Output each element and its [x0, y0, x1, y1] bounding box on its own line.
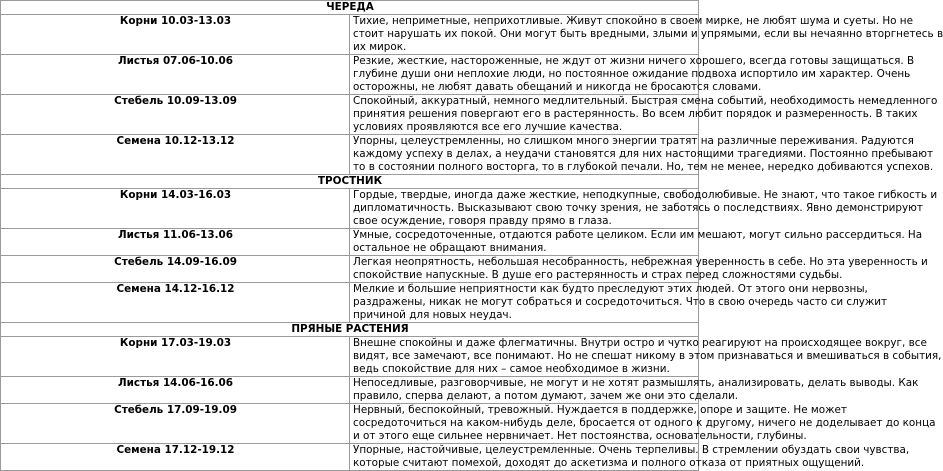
description-cell	[350, 229, 923, 256]
description-line: Спокойный, аккуратный, немного медлительный. Быстрая смена событий, необходимость немедленного	[353, 95, 938, 107]
section-title: ЧЕРЕДА	[1, 1, 699, 15]
description-cell	[350, 95, 938, 135]
period-label: Стебель 14.09-16.09	[1, 256, 350, 283]
table-row	[1, 229, 699, 256]
table-row	[1, 377, 699, 404]
description-line: сосредоточиться на каком-нибудь деле, бросается от одного к другому, ничего не доделывает до конца	[353, 417, 936, 429]
description-line: Легкая неопрятность, небольшая несобранность, небрежная уверенность в себе. Но эта уверенность и	[353, 256, 928, 268]
description-line: стоит нарушать их покой. Они могут быть вредными, злыми и упрямыми, если вы нечаянно вторгнетесь в	[353, 28, 943, 40]
table-row	[1, 15, 699, 55]
description-line: Внешне спокойны и даже флегматичны. Внутри остро и чутко реагируют на происходящее вокруг, все	[353, 337, 927, 349]
section-header-row	[1, 323, 699, 337]
description-line: Нервный, беспокойный, тревожный. Нуждается в поддержке, опоре и защите. Не может	[353, 404, 847, 416]
description-line: свое осуждение, говоря правду прямо в глаза.	[353, 215, 612, 227]
period-label: Листья 14.06-16.06	[1, 377, 350, 404]
description-line: Гордые, твердые, иногда даже жесткие, неподкупные, свободолюбивые. Не знают, что такое гибкость и	[353, 189, 938, 201]
period-label: Корни 17.03-19.03	[1, 337, 350, 377]
description-line: Упорны, целеустремленны, но слишком много энергии тратят на различные переживания. Радуются	[353, 135, 914, 147]
description-cell	[350, 15, 943, 55]
description-line: раздражены, никак не могут собраться и сосредоточиться. Что в свою очередь часто си служит	[353, 296, 888, 308]
table-row	[1, 256, 699, 283]
table-row	[1, 135, 699, 175]
section-title: ТРОСТНИК	[1, 175, 699, 189]
period-label: Стебель 17.09-19.09	[1, 404, 350, 444]
period-label: Семена 14.12-16.12	[1, 283, 350, 323]
period-label: Корни 14.03-16.03	[1, 189, 350, 229]
description-cell	[350, 135, 934, 175]
description-line: каждому успеху в делах, а неудачи становятся для них настоящими трагедиями. Постоянно пребывают	[353, 148, 934, 160]
description-line: спокойствие напускные. В душе его растерянность и страх перед сложностями судьбы.	[353, 269, 843, 281]
period-label: Корни 10.03-13.03	[1, 15, 350, 55]
description-line: ведь спокойствие для них – самое необходимое в жизни.	[353, 363, 670, 375]
table-row	[1, 189, 699, 229]
description-line: причиной для новых неудач.	[353, 309, 512, 321]
description-line: правило, сперва делают, а потом думают, зачем же они это сделали.	[353, 390, 739, 402]
description-line: и от этого еще сильнее нервничает. Нет постоянства, основательности, глубины.	[353, 430, 807, 442]
description-line: их мирок.	[353, 41, 407, 53]
section-header-row	[1, 175, 699, 189]
section-header-row	[1, 1, 699, 15]
description-line: видят, все замечают, все понимают. Но не спешат никому в этом признаваться и вмешиваться в события,	[353, 350, 942, 362]
description-line: остальное не обращают внимания.	[353, 242, 547, 254]
table-row	[1, 95, 699, 135]
description-line: которые считают помехой, доходят до аскетизма и полного отказа от приятных ощущений.	[353, 457, 865, 469]
period-label: Семена 10.12-13.12	[1, 135, 350, 175]
description-cell	[350, 337, 942, 377]
period-label: Листья 11.06-13.06	[1, 229, 350, 256]
table-row	[1, 444, 699, 471]
period-label: Семена 17.12-19.12	[1, 444, 350, 471]
description-line: осторожны, не любят давать обещаний и никогда не бросаются словами.	[353, 81, 762, 93]
description-cell	[350, 377, 919, 404]
description-cell	[350, 55, 915, 95]
description-cell	[350, 283, 888, 323]
description-line: Тихие, неприметные, неприхотливые. Живут спокойно в своем мирке, не любят шума и суеты. Но не	[353, 15, 913, 27]
description-line: Мелкие и большие неприятности как будто преследуют этих людей. От этого они нервозны,	[353, 283, 868, 295]
section-title: ПРЯНЫЕ РАСТЕНИЯ	[1, 323, 699, 337]
description-cell	[350, 256, 928, 283]
table-row	[1, 55, 699, 95]
description-cell	[350, 404, 936, 444]
description-line: дипломатичность. Высказывают свою точку зрения, не заботясь о последствиях. Явно демонстрируют	[353, 202, 923, 214]
period-label: Листья 07.06-10.06	[1, 55, 350, 95]
description-cell	[350, 189, 938, 229]
description-line: Резкие, жесткие, настороженные, не ждут от жизни ничего хорошего, всегда готовы защищаться. В	[353, 55, 915, 67]
description-line: Упорные, настойчивые, целеустремленные. Очень терпеливы. В стремлении обуздать свои чувства,	[353, 444, 910, 456]
period-label: Стебель 10.09-13.09	[1, 95, 350, 135]
table-row	[1, 283, 699, 323]
description-cell	[350, 444, 910, 471]
description-line: условиях проявляются все его лучшие качества.	[353, 121, 623, 133]
table-row	[1, 404, 699, 444]
description-line: Умные, сосредоточенные, отдаются работе целиком. Если им мешают, могут сильно рассердиться. На	[353, 229, 923, 241]
description-line: то в состоянии полного восторга, то в глубокой печали. Но, тем не менее, нередко добиваются успехов.	[353, 161, 934, 173]
description-line: глубине души они неплохие люди, но постоянное ожидание подвоха испортило им характер. Очень	[353, 68, 911, 80]
description-line: Непоседливые, разговорчивые, не могут и не хотят размышлять, анализировать, делать выводы. Как	[353, 377, 919, 389]
table-row	[1, 337, 699, 377]
description-line: принятия решения повергают его в растерянность. Во всем любит порядок и размеренность. В таких	[353, 108, 918, 120]
